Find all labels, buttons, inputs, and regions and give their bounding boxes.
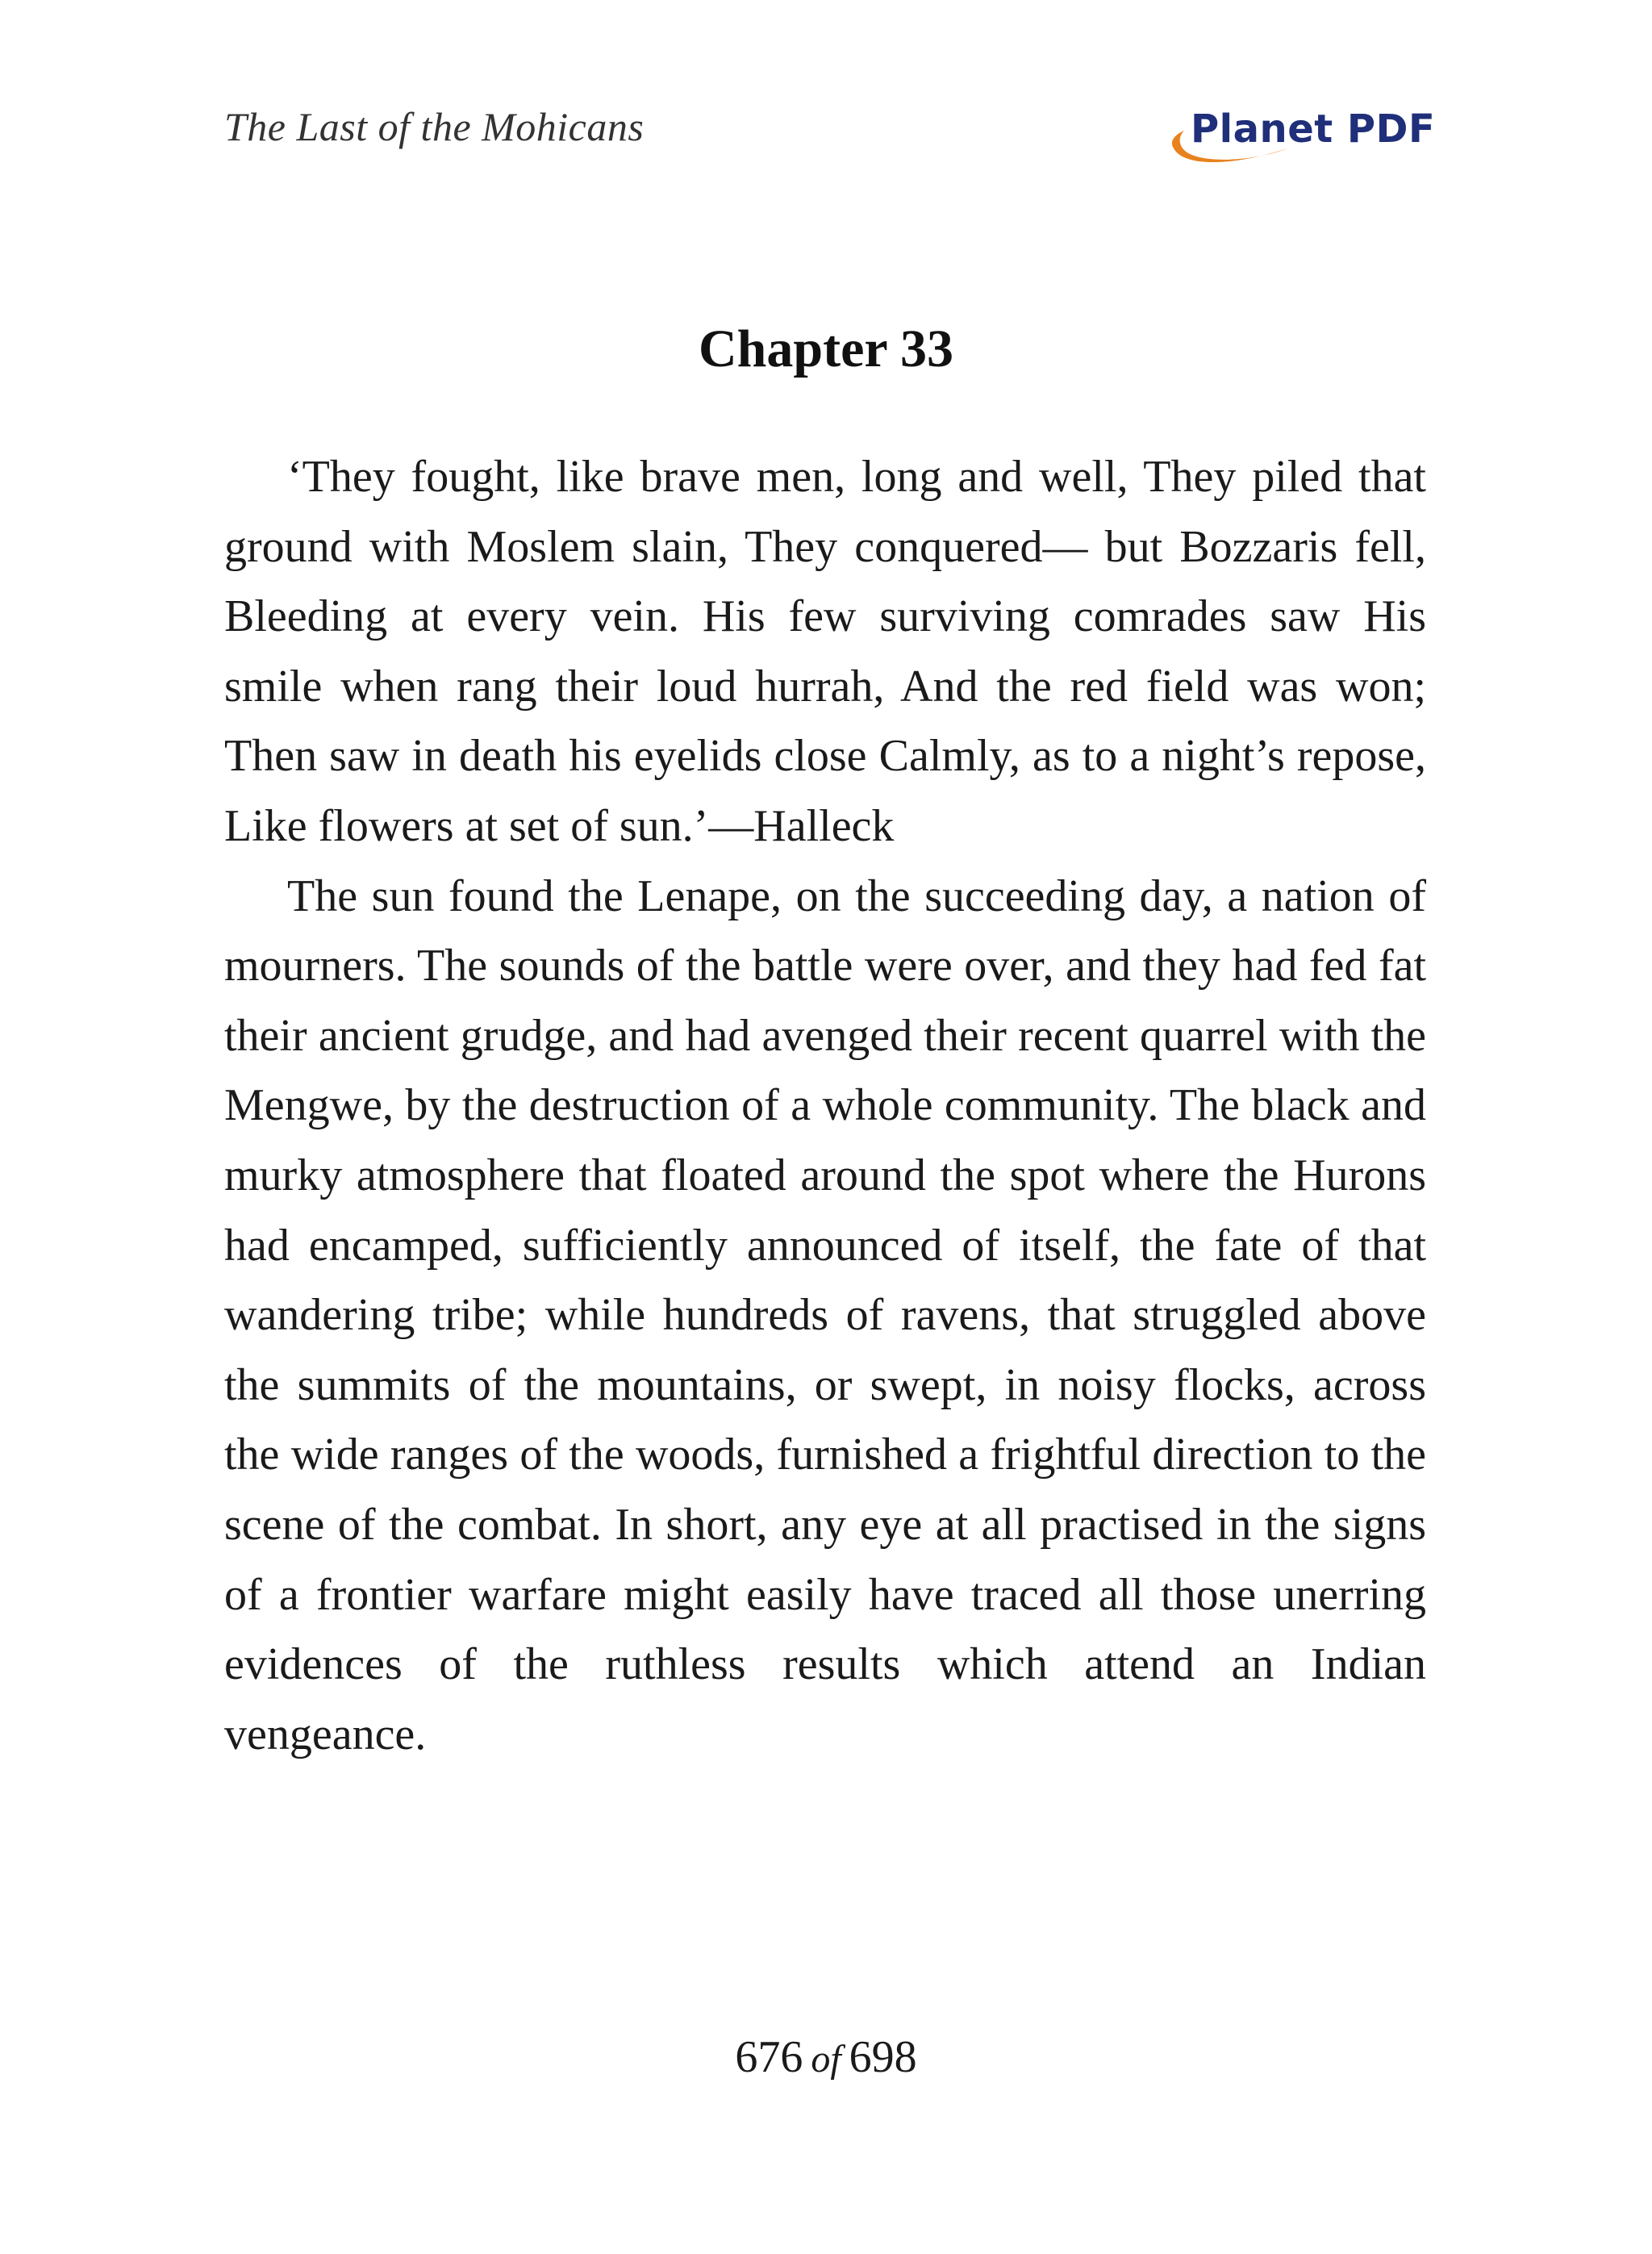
logo-pdf-text: PDF [1333,106,1436,152]
page-number [0,2031,1652,2083]
epigraph-paragraph: ‘They fought, like brave men, long and well, They piled that ground with Moslem slain, They conquered— but Bozzaris fell, Bleeding at every vein. His few surviving comrades saw His smile when rang their loud hurrah, And the red field was won; Then saw in death his eyelids close Calmly, as to a night’s repose, Like flowers at set of sun.’—Halleck [224,452,1426,851]
total-page-number: 698 [849,2032,917,2082]
logo-planet-text: Planet [1191,106,1333,152]
current-page-number: 676 [735,2032,803,2082]
logo-text [1191,106,1435,152]
body-paragraph: The sun found the Lenape, on the succeeding day, a nation of mourners. The sounds of the battle were over, and they had fed fat their ancient grudge, and had avenged their recent quarrel with the Mengwe, by the destruction of a whole community. The black and murky atmosphere that floated around the spot where the Hurons had encamped, sufficiently announced of itself, the fate of that wandering tribe; while hundreds of ravens, that struggled above the summits of the mountains, or swept, in noisy flocks, across the wide ranges of the woods, furnished a frightful direction to the scene of the combat. In short, any eye at all practised in the signs of a frontier warfare might easily have traced all those unerring evidences of the ruthless results which attend an Indian vengeance. [224,870,1426,1759]
chapter-title: Chapter 33 [699,319,953,378]
page-of-label: of [811,2038,841,2081]
running-header-title: The Last of the Mohicans [224,104,645,149]
chapter-body [224,442,1426,1769]
planet-pdf-logo [1166,95,1436,176]
